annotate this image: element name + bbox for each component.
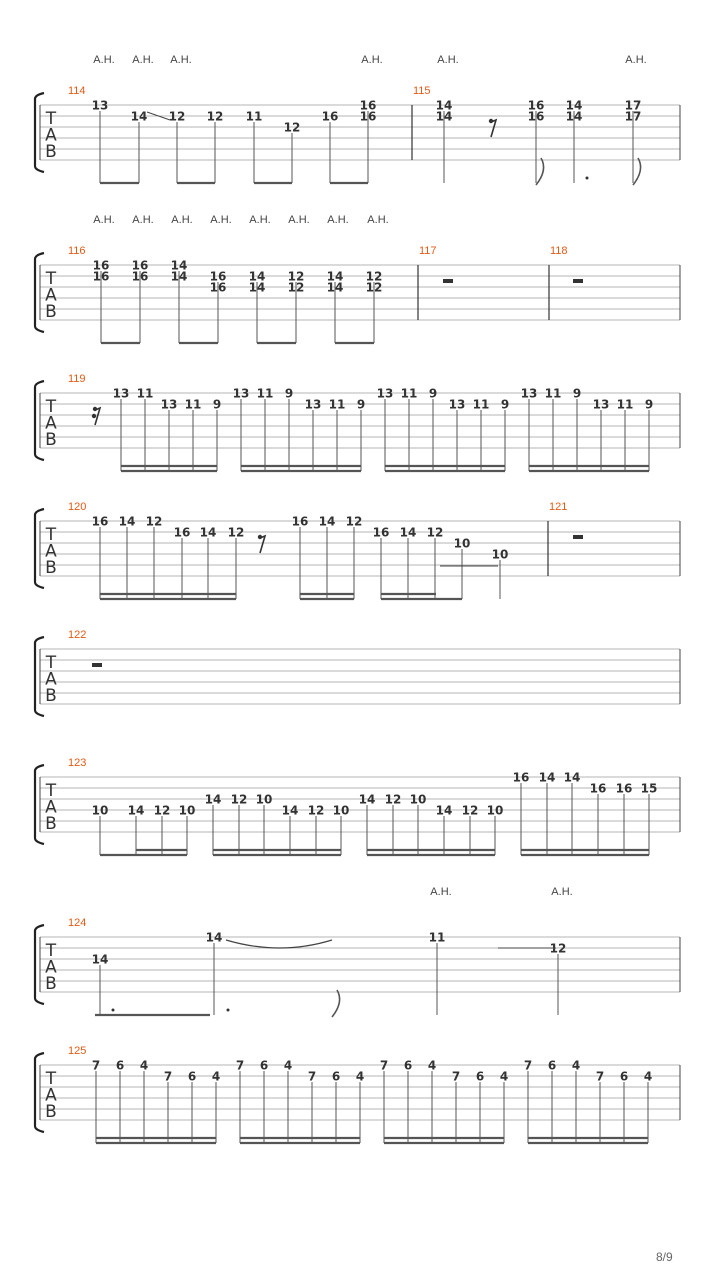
- fret-number: 4: [571, 1058, 581, 1073]
- fret-number: 14: [565, 109, 583, 124]
- measure-number: 115: [413, 85, 431, 97]
- artificial-harmonic-label: A.H.: [132, 214, 154, 226]
- fret-number: 9: [212, 397, 222, 412]
- measure-number: 114: [68, 85, 86, 97]
- fret-number: 10: [332, 803, 350, 818]
- tab-clef-letter: T: [45, 397, 57, 417]
- fret-number: 17: [624, 98, 642, 113]
- fret-number: 16: [527, 98, 545, 113]
- fret-number: 4: [211, 1069, 221, 1084]
- fret-number: 14: [91, 952, 109, 967]
- fret-number: 9: [500, 397, 510, 412]
- measure-number: 123: [68, 757, 87, 769]
- fret-number: 12: [168, 109, 186, 124]
- fret-number: 12: [365, 269, 383, 284]
- tab-clef-letter: A: [45, 285, 57, 306]
- fret-number: 14: [435, 109, 453, 124]
- tab-clef-letter: T: [45, 1069, 57, 1089]
- fret-number: 13: [304, 397, 322, 412]
- measure-number: 121: [549, 501, 568, 513]
- fret-number: 11: [136, 386, 154, 401]
- fret-number: 16: [173, 525, 191, 540]
- tab-system: [35, 214, 680, 343]
- eighth-rest-icon: [260, 536, 265, 553]
- fret-number: 11: [256, 386, 274, 401]
- fret-number: 12: [227, 525, 245, 540]
- fret-number: 16: [589, 781, 607, 796]
- fret-number: 6: [259, 1058, 269, 1073]
- fret-number: 12: [461, 803, 479, 818]
- artificial-harmonic-label: A.H.: [210, 214, 232, 226]
- measure-number: 118: [550, 245, 568, 257]
- fret-number: 14: [358, 792, 376, 807]
- fret-number: 16: [131, 269, 149, 284]
- tab-clef-letter: T: [45, 781, 57, 801]
- tab-clef-letter: B: [45, 142, 57, 162]
- fret-number: 12: [153, 803, 171, 818]
- fret-number: 6: [187, 1069, 197, 1084]
- tab-clef-letter: A: [45, 413, 57, 434]
- tab-clef-letter: A: [45, 669, 57, 690]
- dot-icon: [227, 1009, 230, 1012]
- fret-number: 16: [92, 258, 110, 273]
- tab-clef-letter: T: [45, 269, 57, 289]
- fret-number: 12: [145, 514, 163, 529]
- fret-number: 14: [326, 269, 344, 284]
- artificial-harmonic-label: A.H.: [93, 54, 115, 66]
- artificial-harmonic-label: A.H.: [625, 54, 647, 66]
- tab-clef-letter: B: [45, 974, 57, 994]
- fret-number: 12: [283, 120, 301, 135]
- fret-number: 16: [321, 109, 339, 124]
- tie-arc: [226, 940, 332, 948]
- fret-number: 14: [170, 258, 188, 273]
- tab-clef-letter: B: [45, 430, 57, 450]
- fret-number: 12: [230, 792, 248, 807]
- whole-rest-icon: [443, 279, 453, 283]
- fret-number: 14: [318, 514, 336, 529]
- fret-number: 10: [491, 547, 509, 562]
- fret-number: 14: [118, 514, 136, 529]
- tab-system: [35, 629, 680, 716]
- fret-number: 7: [91, 1058, 101, 1073]
- fret-number: 13: [91, 98, 109, 113]
- artificial-harmonic-label: A.H.: [361, 54, 383, 66]
- fret-number: 15: [640, 781, 658, 796]
- fret-number: 16: [91, 514, 109, 529]
- fret-number: 10: [409, 792, 427, 807]
- tab-clef-letter: A: [45, 541, 57, 562]
- fret-number: 14: [199, 525, 217, 540]
- fret-number: 4: [427, 1058, 437, 1073]
- fret-number: 9: [428, 386, 438, 401]
- fret-number: 9: [356, 397, 366, 412]
- whole-rest-icon: [573, 535, 583, 539]
- artificial-harmonic-label: A.H.: [430, 886, 452, 898]
- tab-clef-letter: B: [45, 814, 57, 834]
- artificial-harmonic-label: A.H.: [170, 54, 192, 66]
- fret-number: 14: [170, 269, 188, 284]
- fret-number: 14: [205, 930, 223, 945]
- page-number: 8/9: [656, 1250, 673, 1264]
- measure-number: 122: [68, 629, 87, 641]
- tab-clef-letter: T: [45, 525, 57, 545]
- fret-number: 13: [592, 397, 610, 412]
- artificial-harmonic-label: A.H.: [288, 214, 310, 226]
- fret-number: 16: [291, 514, 309, 529]
- dot-icon: [586, 177, 589, 180]
- tab-clef-letter: B: [45, 686, 57, 706]
- tab-clef-letter: A: [45, 125, 57, 146]
- fret-number: 14: [435, 98, 453, 113]
- fret-number: 7: [451, 1069, 461, 1084]
- fret-number: 11: [616, 397, 634, 412]
- tab-system: [35, 501, 680, 599]
- tab-clef-letter: T: [45, 109, 57, 129]
- rest-dot: [92, 414, 96, 418]
- fret-number: 16: [372, 525, 390, 540]
- fret-number: 11: [472, 397, 490, 412]
- fret-number: 14: [281, 803, 299, 818]
- fret-number: 11: [428, 930, 446, 945]
- tab-clef-letter: A: [45, 957, 57, 978]
- fret-number: 16: [359, 98, 377, 113]
- fret-number: 11: [245, 109, 263, 124]
- fret-number: 13: [520, 386, 538, 401]
- fret-number: 12: [287, 280, 305, 295]
- tab-clef-letter: B: [45, 1102, 57, 1122]
- fret-number: 6: [331, 1069, 341, 1084]
- dot-icon: [112, 1009, 115, 1012]
- fret-number: 13: [160, 397, 178, 412]
- fret-number: 14: [399, 525, 417, 540]
- fret-number: 11: [544, 386, 562, 401]
- fret-number: 14: [435, 803, 453, 818]
- fret-number: 12: [426, 525, 444, 540]
- fret-number: 7: [163, 1069, 173, 1084]
- fret-number: 6: [475, 1069, 485, 1084]
- tab-clef-letter: T: [45, 941, 57, 961]
- tab-clef-letter: T: [45, 653, 57, 673]
- measure-number: 125: [68, 1045, 87, 1057]
- fret-number: 16: [527, 109, 545, 124]
- artificial-harmonic-label: A.H.: [132, 54, 154, 66]
- fret-number: 12: [307, 803, 325, 818]
- fret-number: 10: [91, 803, 109, 818]
- artificial-harmonic-label: A.H.: [249, 214, 271, 226]
- fret-number: 6: [547, 1058, 557, 1073]
- tab-system: [35, 757, 680, 855]
- fret-number: 9: [284, 386, 294, 401]
- fret-number: 7: [235, 1058, 245, 1073]
- fret-number: 11: [184, 397, 202, 412]
- fret-number: 7: [595, 1069, 605, 1084]
- fret-number: 13: [376, 386, 394, 401]
- whole-rest-icon: [573, 279, 583, 283]
- measure-number: 117: [419, 245, 437, 257]
- tab-clef-letter: A: [45, 797, 57, 818]
- tab-system: [35, 373, 680, 471]
- measure-number: 119: [68, 373, 86, 385]
- fret-number: 10: [453, 536, 471, 551]
- fret-number: 9: [644, 397, 654, 412]
- tab-system: [35, 54, 680, 183]
- tab-clef-letter: B: [45, 302, 57, 322]
- fret-number: 14: [127, 803, 145, 818]
- fret-number: 16: [512, 770, 530, 785]
- fret-number: 10: [178, 803, 196, 818]
- note-flag-icon: [536, 158, 544, 185]
- fret-number: 12: [384, 792, 402, 807]
- fret-number: 13: [112, 386, 130, 401]
- measure-number: 120: [68, 501, 87, 513]
- note-flag-icon: [332, 990, 340, 1017]
- fret-number: 14: [130, 109, 148, 124]
- whole-rest-icon: [92, 663, 102, 667]
- tab-system: [35, 1045, 680, 1143]
- fret-number: 16: [92, 269, 110, 284]
- artificial-harmonic-label: A.H.: [367, 214, 389, 226]
- fret-number: 13: [448, 397, 466, 412]
- tab-system: [35, 886, 680, 1015]
- tab-clef-letter: A: [45, 1085, 57, 1106]
- fret-number: 14: [538, 770, 556, 785]
- measure-number: 124: [68, 917, 87, 929]
- fret-number: 16: [209, 269, 227, 284]
- eighth-rest-icon: [491, 120, 496, 137]
- fret-number: 11: [328, 397, 346, 412]
- fret-number: 17: [624, 109, 642, 124]
- fret-number: 12: [287, 269, 305, 284]
- fret-number: 13: [232, 386, 250, 401]
- fret-number: 16: [615, 781, 633, 796]
- fret-number: 6: [619, 1069, 629, 1084]
- fret-number: 12: [345, 514, 363, 529]
- fret-number: 7: [379, 1058, 389, 1073]
- fret-number: 4: [283, 1058, 293, 1073]
- fret-number: 4: [139, 1058, 149, 1073]
- measure-number: 116: [68, 245, 86, 257]
- fret-number: 10: [255, 792, 273, 807]
- artificial-harmonic-label: A.H.: [551, 886, 573, 898]
- fret-number: 12: [206, 109, 224, 124]
- artificial-harmonic-label: A.H.: [171, 214, 193, 226]
- fret-number: 16: [209, 280, 227, 295]
- fret-number: 9: [572, 386, 582, 401]
- fret-number: 6: [403, 1058, 413, 1073]
- fret-number: 14: [204, 792, 222, 807]
- fret-number: 10: [486, 803, 504, 818]
- fret-number: 12: [365, 280, 383, 295]
- artificial-harmonic-label: A.H.: [93, 214, 115, 226]
- fret-number: 16: [131, 258, 149, 273]
- fret-number: 4: [499, 1069, 509, 1084]
- fret-number: 14: [565, 98, 583, 113]
- fret-number: 14: [563, 770, 581, 785]
- fret-number: 4: [355, 1069, 365, 1084]
- note-flag-icon: [633, 158, 641, 185]
- fret-number: 14: [248, 280, 266, 295]
- tab-clef-letter: B: [45, 558, 57, 578]
- fret-number: 12: [549, 941, 567, 956]
- fret-number: 4: [643, 1069, 653, 1084]
- fret-number: 14: [326, 280, 344, 295]
- fret-number: 14: [248, 269, 266, 284]
- artificial-harmonic-label: A.H.: [327, 214, 349, 226]
- artificial-harmonic-label: A.H.: [437, 54, 459, 66]
- fret-number: 6: [115, 1058, 125, 1073]
- fret-number: 7: [307, 1069, 317, 1084]
- fret-number: 7: [523, 1058, 533, 1073]
- fret-number: 16: [359, 109, 377, 124]
- fret-number: 11: [400, 386, 418, 401]
